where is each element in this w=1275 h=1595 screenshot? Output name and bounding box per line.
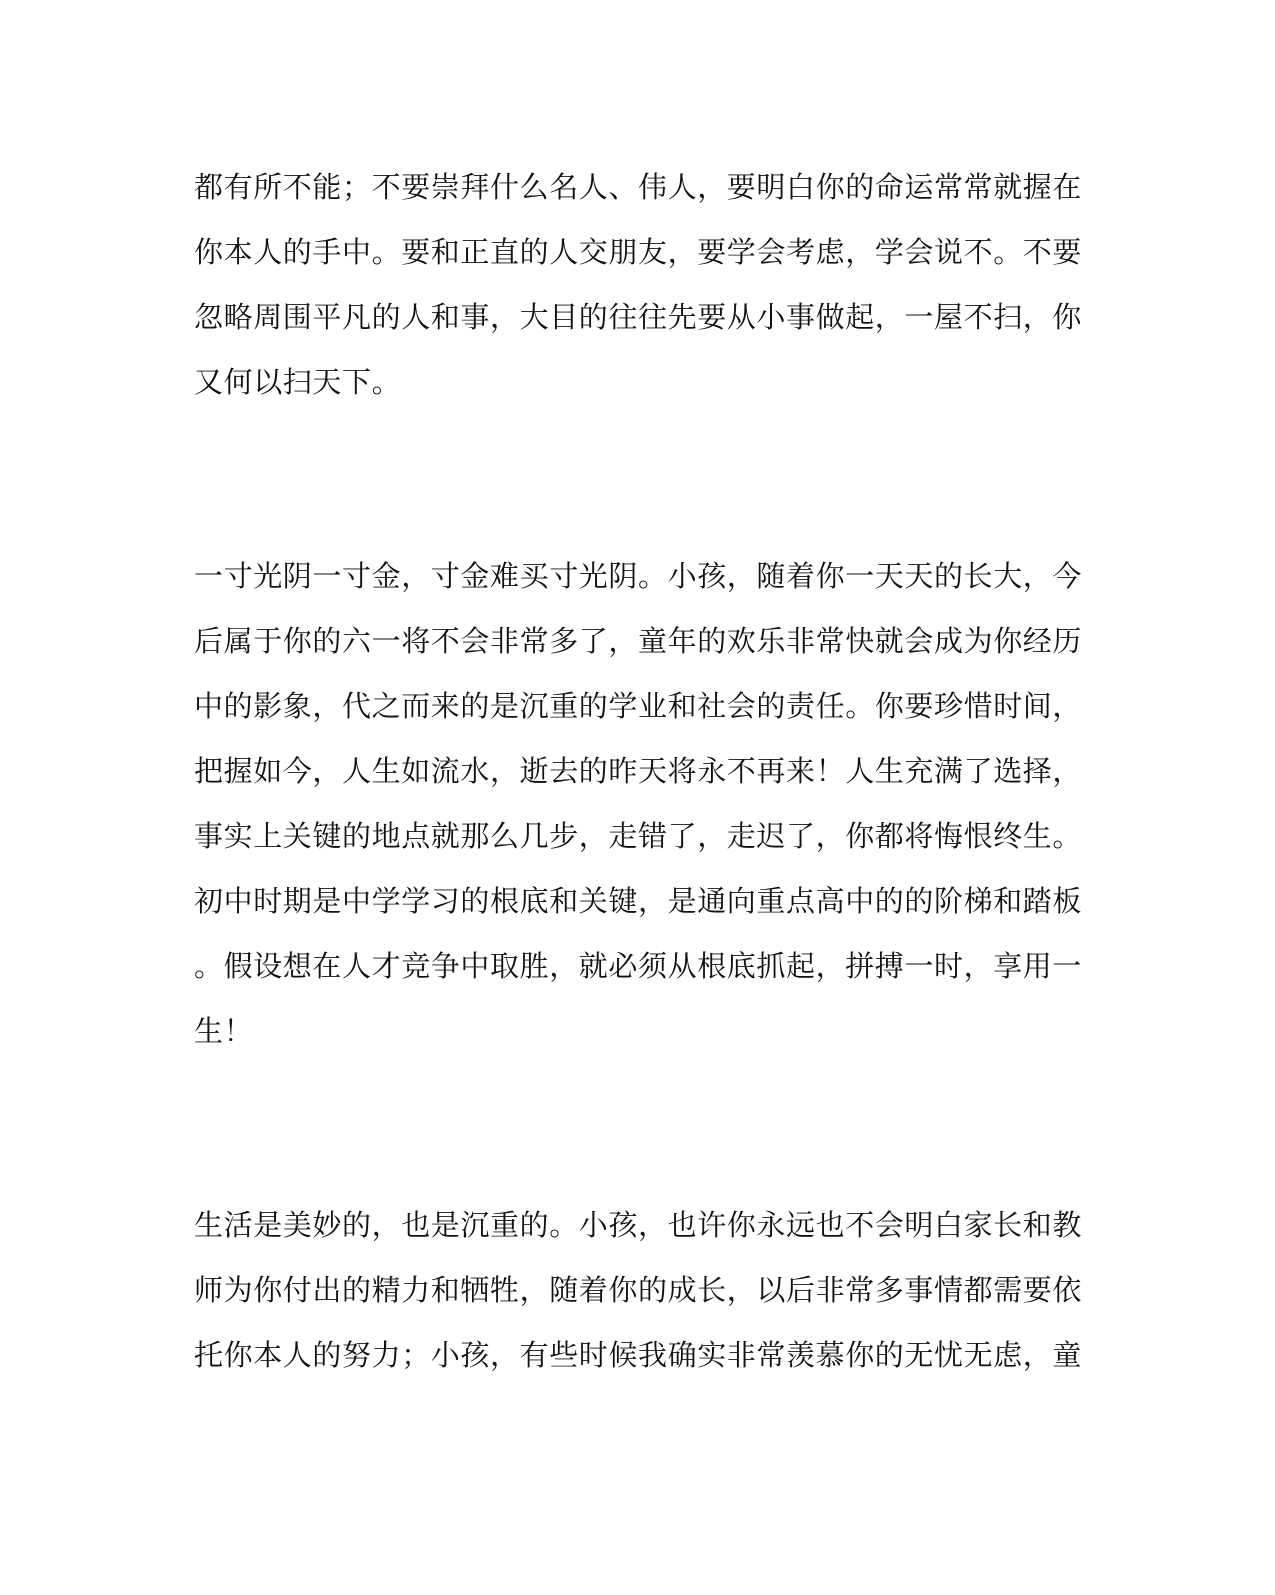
text-line: 忽略周围平凡的人和事，大目的往往先要从小事做起，一屋不扫，你 [194,300,1083,334]
text-line: 。假设想在人才竞争中取胜，就必须从根底抓起，拼搏一时，享用一 [194,949,1083,983]
text-line: 又何以扫天下。 [194,365,402,399]
text-line: 你本人的手中。要和正直的人交朋友，要学会考虑，学会说不。不要 [194,235,1083,269]
text-line: 生活是美妙的，也是沉重的。小孩，也许你永远也不会明白家长和教 [194,1208,1083,1242]
text-line: 一寸光阴一寸金，寸金难买寸光阴。小孩，随着你一天天的长大，今 [194,559,1083,593]
text-line: 事实上关键的地点就那么几步，走错了，走迟了，你都将悔恨终生。 [194,819,1083,853]
text-line: 中的影象，代之而来的是沉重的学业和社会的责任。你要珍惜时间， [194,689,1083,723]
text-line: 后属于你的六一将不会非常多了，童年的欢乐非常快就会成为你经历 [194,624,1083,658]
text-line: 师为你付出的精力和牺牲，随着你的成长，以后非常多事情都需要依 [194,1273,1083,1307]
paragraph-1 [194,155,1084,415]
text-line: 把握如今，人生如流水，逝去的昨天将永不再来！人生充满了选择， [194,754,1083,788]
text-line: 生！ [194,1014,254,1048]
paragraph-2 [194,544,1084,1064]
text-line: 都有所不能；不要崇拜什么名人、伟人，要明白你的命运常常就握在 [194,170,1083,204]
paragraph-3 [194,1193,1084,1388]
text-line: 托你本人的努力；小孩，有些时候我确实非常羡慕你的无忧无虑，童 [194,1338,1083,1372]
text-line: 初中时期是中学学习的根底和关键，是通向重点高中的的阶梯和踏板 [194,884,1083,918]
